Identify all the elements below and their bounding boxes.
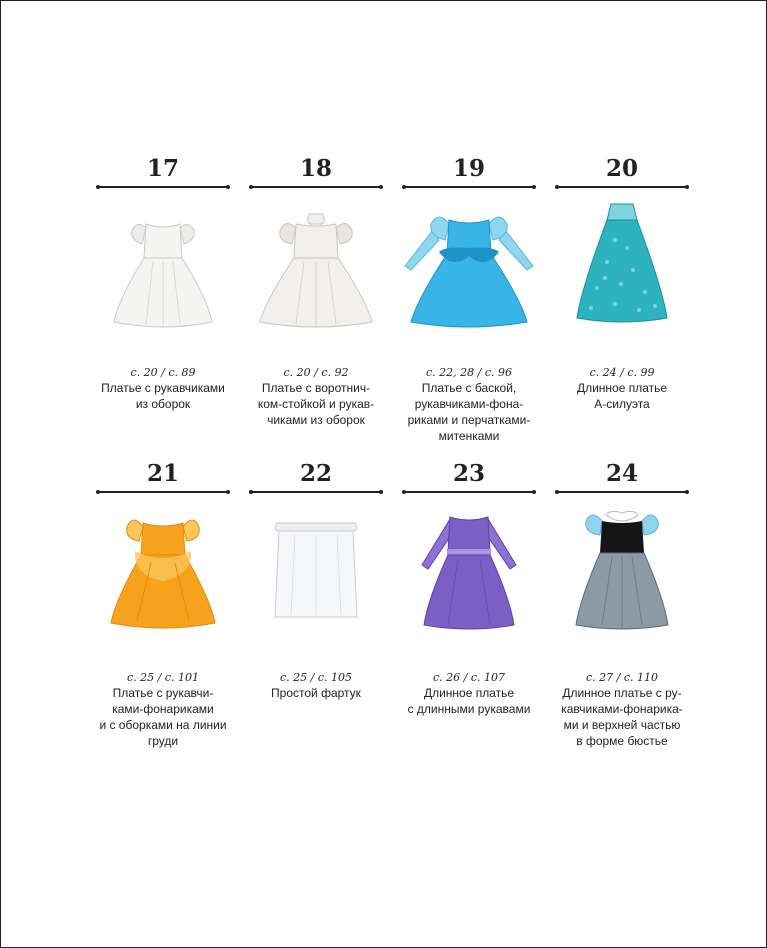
- item-number: 23: [452, 460, 485, 487]
- number-rule: [556, 186, 688, 188]
- dress-caption: Простой фартук: [271, 686, 361, 700]
- number-rule: [97, 186, 229, 188]
- dress-caption: Платье с баской, рукавчиками-фона- риками и перчатками- митенками: [407, 381, 531, 443]
- page-reference: с. 25 / с. 101: [127, 671, 199, 684]
- dress-caption: Платье с рукавчи- ками-фонариками и с оборками на линии груди: [99, 686, 227, 748]
- page-reference: с. 26 / с. 107: [433, 671, 505, 684]
- dress-item-20[interactable]: [556, 154, 688, 412]
- dress-item-19[interactable]: [403, 154, 535, 444]
- item-number: 21: [146, 460, 179, 487]
- dress-caption: Платье с воротнич- ком-стойкой и рукав- чиками из оборок: [257, 381, 375, 427]
- page-reference: с. 27 / с. 110: [586, 671, 658, 684]
- dress-item-24[interactable]: [556, 459, 688, 749]
- dress-image: [97, 505, 229, 645]
- number-rule: [250, 186, 382, 188]
- dress-item-18[interactable]: [250, 154, 382, 428]
- item-number: 22: [299, 460, 332, 487]
- item-number: 19: [452, 155, 485, 182]
- dress-19-illustration: [403, 200, 535, 340]
- dress-image: [97, 200, 229, 340]
- dress-caption: Длинное платье с длинными рукавами: [407, 686, 531, 716]
- page-reference: с. 20 / с. 89: [130, 366, 196, 379]
- dress-item-17[interactable]: [97, 154, 229, 412]
- number-rule: [556, 491, 688, 493]
- dress-item-23[interactable]: [403, 459, 535, 717]
- dress-item-22[interactable]: [250, 459, 382, 701]
- dress-20-illustration: [567, 200, 677, 340]
- dress-image: [250, 200, 382, 340]
- dress-24-illustration: [572, 505, 672, 645]
- apron-22-illustration: [271, 505, 361, 645]
- number-rule: [97, 491, 229, 493]
- page-reference: с. 25 / с. 105: [280, 671, 352, 684]
- number-rule: [250, 491, 382, 493]
- dress-image: [556, 505, 688, 645]
- dress-23-illustration: [414, 505, 524, 645]
- dress-image: [403, 505, 535, 645]
- page-reference: с. 22, 28 / с. 96: [426, 366, 512, 379]
- number-rule: [403, 491, 535, 493]
- dress-21-illustration: [107, 505, 219, 645]
- dress-item-21[interactable]: [97, 459, 229, 749]
- dress-caption: Длинное платье А-силуэта: [576, 381, 668, 411]
- item-number: 24: [605, 460, 638, 487]
- item-number: 17: [146, 155, 179, 182]
- dress-caption: Длинное платье с ру- кавчиками-фонарика- ми и верхней частью в форме бюстье: [561, 686, 683, 748]
- page-reference: с. 20 / с. 92: [283, 366, 349, 379]
- dress-caption: Платье с рукавчиками из оборок: [101, 381, 225, 411]
- dress-image: [556, 200, 688, 340]
- dress-18-illustration: [254, 200, 378, 340]
- dress-image: [250, 505, 382, 645]
- number-rule: [403, 186, 535, 188]
- item-number: 20: [605, 155, 638, 182]
- item-number: 18: [299, 155, 332, 182]
- page-reference: с. 24 / с. 99: [589, 366, 655, 379]
- dress-17-illustration: [108, 200, 218, 340]
- dress-image: [403, 200, 535, 340]
